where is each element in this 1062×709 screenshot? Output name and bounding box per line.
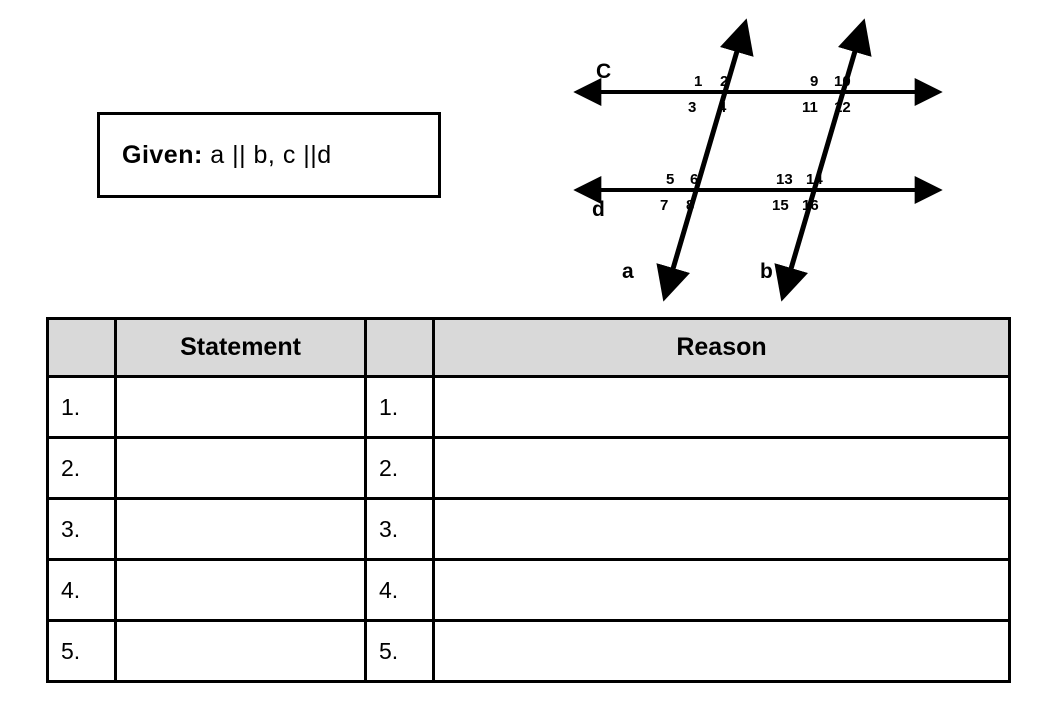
table-row: [48, 377, 1010, 438]
table-row: [48, 499, 1010, 560]
angle-11: 11: [802, 99, 818, 116]
angle-9: 9: [810, 73, 819, 90]
table-row: [48, 621, 1010, 682]
angle-2: 2: [720, 73, 729, 90]
angle-10: 10: [834, 73, 851, 90]
angle-1: 1: [694, 73, 703, 90]
two-column-proof-table: [46, 317, 1011, 683]
angle-12: 12: [834, 99, 851, 116]
table-header: [48, 319, 1010, 377]
angle-13: 13: [776, 171, 793, 188]
parallel-lines-diagram: [560, 8, 960, 308]
reason-input[interactable]: [434, 560, 1010, 621]
header-blank-left: [48, 319, 116, 377]
statement-input[interactable]: [116, 621, 366, 682]
reason-number: 4.: [366, 560, 434, 621]
statement-number: 2.: [48, 438, 116, 499]
angle-6: 6: [690, 171, 699, 188]
label-line-b: b: [760, 260, 773, 283]
reason-input[interactable]: [434, 438, 1010, 499]
reason-number: 5.: [366, 621, 434, 682]
angle-7: 7: [660, 197, 669, 214]
angle-15: 15: [772, 197, 789, 214]
diagram-svg: [560, 8, 960, 308]
reason-number: 3.: [366, 499, 434, 560]
given-label: Given:: [122, 140, 203, 169]
reason-input[interactable]: [434, 499, 1010, 560]
reason-input[interactable]: [434, 377, 1010, 438]
reason-number: 1.: [366, 377, 434, 438]
given-box: [97, 112, 441, 198]
header-blank-right: [366, 319, 434, 377]
table-row: [48, 560, 1010, 621]
angle-3: 3: [688, 99, 697, 116]
header-statement: Statement: [116, 319, 366, 377]
angle-4: 4: [718, 99, 727, 116]
label-line-d: d: [592, 198, 605, 221]
table-header-row: [48, 319, 1010, 377]
statement-number: 4.: [48, 560, 116, 621]
statement-input[interactable]: [116, 377, 366, 438]
statement-input[interactable]: [116, 560, 366, 621]
given-statement: [100, 141, 332, 170]
angle-14: 14: [806, 171, 823, 188]
angle-8: 8: [686, 197, 695, 214]
reason-number: 2.: [366, 438, 434, 499]
given-value: a || b, c ||d: [202, 140, 332, 169]
header-reason: Reason: [434, 319, 1010, 377]
statement-input[interactable]: [116, 499, 366, 560]
statement-input[interactable]: [116, 438, 366, 499]
table-row: [48, 438, 1010, 499]
angle-5: 5: [666, 171, 675, 188]
statement-number: 1.: [48, 377, 116, 438]
line-b: [783, 24, 863, 296]
label-line-c: C: [596, 60, 612, 83]
angle-16: 16: [802, 197, 819, 214]
statement-number: 3.: [48, 499, 116, 560]
label-line-a: a: [622, 260, 634, 283]
line-a: [665, 24, 745, 296]
statement-number: 5.: [48, 621, 116, 682]
reason-input[interactable]: [434, 621, 1010, 682]
table-body: [48, 377, 1010, 682]
